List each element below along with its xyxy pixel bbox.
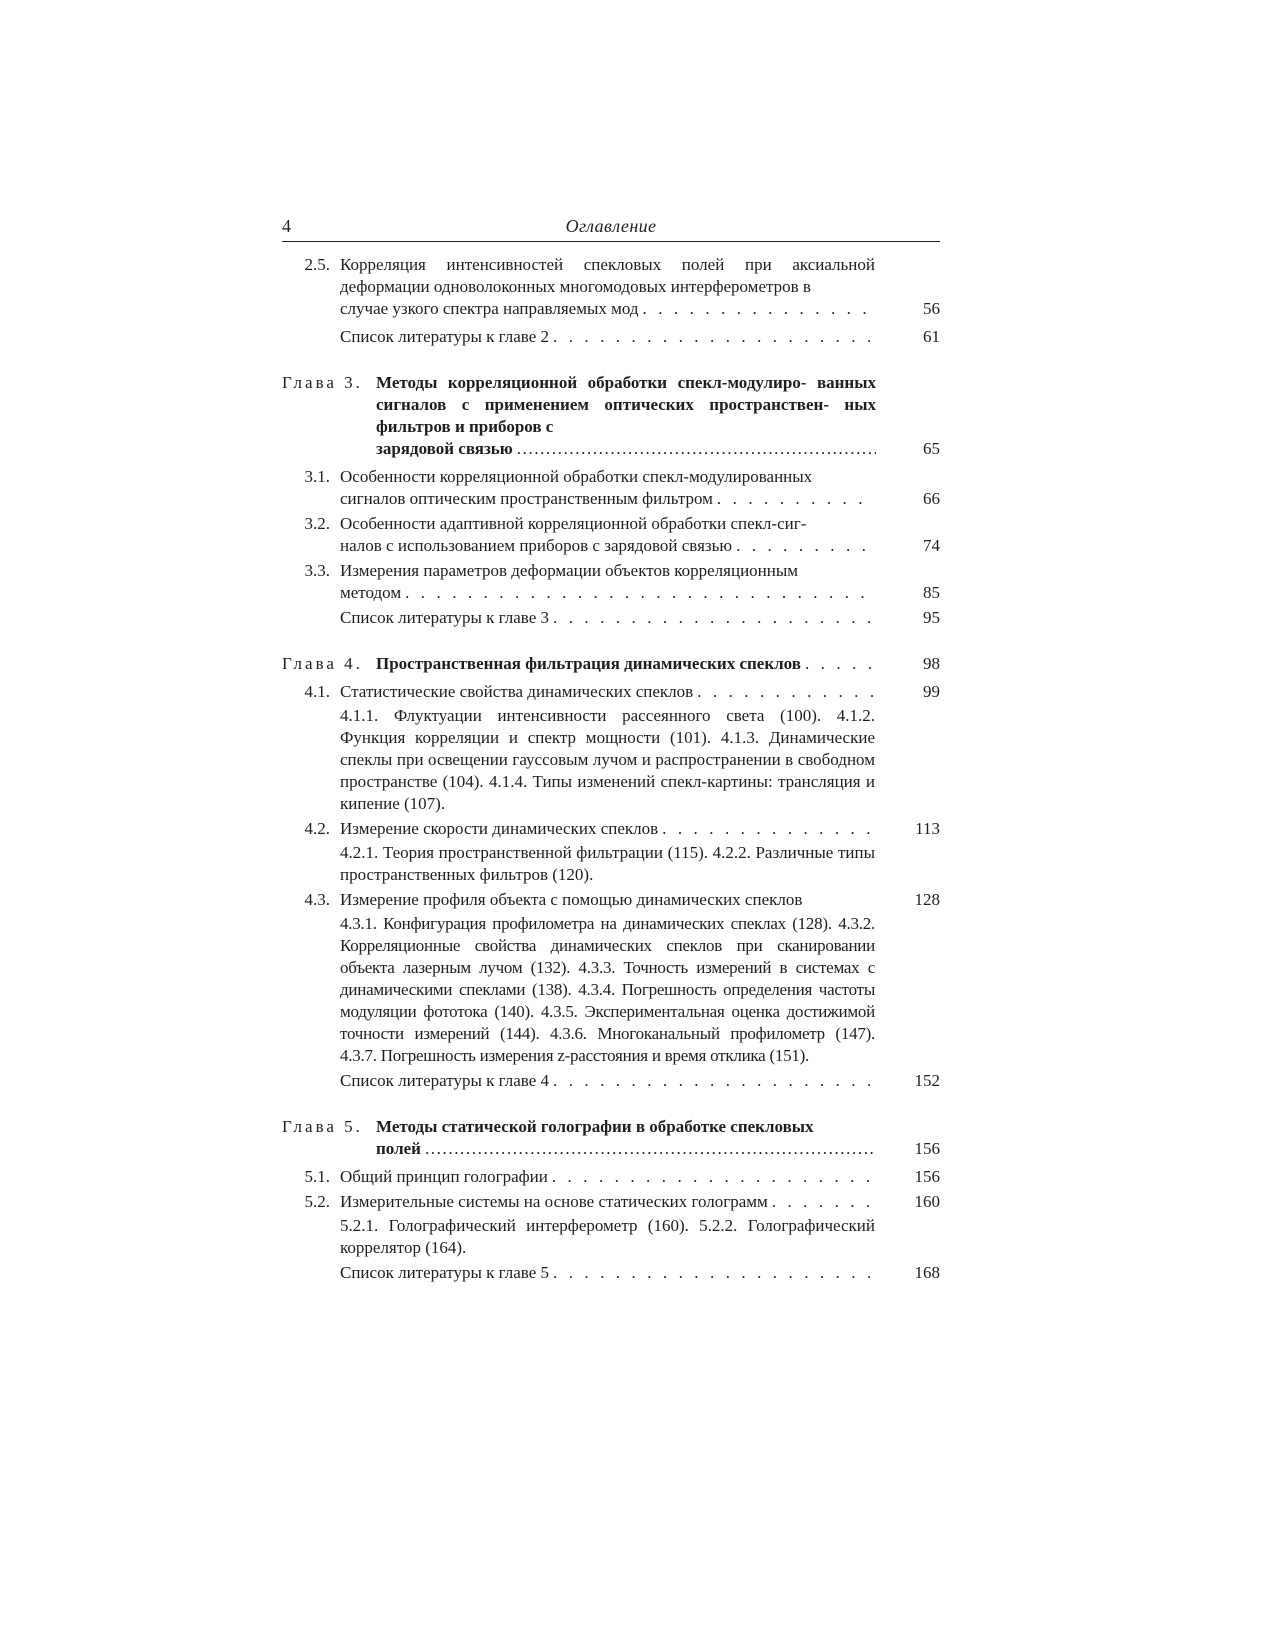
toc-page — [282, 215, 940, 1284]
toc-entry-5-2[interactable] — [282, 1191, 940, 1259]
toc-entry-3-3[interactable] — [282, 560, 940, 604]
section-number: 4.1. — [304, 682, 330, 701]
chapter-title: Методы статической голографии в обработке спекловых — [376, 1117, 814, 1136]
chapter-title-end: зарядовой связью — [376, 439, 513, 458]
chapter-label: Глава 3. — [282, 373, 363, 392]
leader-dots — [805, 653, 876, 675]
page-ref: 156 — [914, 1167, 940, 1186]
toc-entry-lit-2[interactable] — [282, 326, 940, 348]
page-ref: 156 — [914, 1139, 940, 1158]
leader-dots — [643, 298, 875, 320]
section-title-end: налов с использованием приборов с зарядовой связью — [340, 536, 733, 555]
page-ref: 66 — [923, 489, 940, 508]
running-head — [282, 215, 940, 242]
subsection-list: 5.2.1. Голографический интерферометр (160). 5.2.2. Голографический коррелятор (164). — [340, 1216, 875, 1257]
page-ref: 95 — [923, 608, 940, 627]
section-title: Статистические свойства динамических спеклов — [340, 682, 694, 701]
section-title-end: случае узкого спектра направляемых мод — [340, 299, 639, 318]
toc-entry-3-2[interactable] — [282, 513, 940, 557]
section-title: Общий принцип голографии — [340, 1167, 548, 1186]
leader-dots — [772, 1191, 875, 1213]
page-ref: 85 — [923, 583, 940, 602]
toc-entry-4-3[interactable] — [282, 889, 940, 1067]
subsection-list: 4.3.1. Конфигурация профилометра на динамических спеклах (128). 4.3.2. Корреляционные свойства динамических спеклов при сканировании объекта лазерным лучом (132). 4.3.3. Точность измерений в системах с динамическими спеклами (138). 4.3.4. Погрешность определения частоты модуляции фототока (140). 4.3.5. Экспериментальная оценка достижимой точности измерений (144). 4.3.6. Многоканальный профилометр (147). 4.3.7. Погрешность измерения z-расстояния и время отклика (151). — [340, 914, 875, 1065]
leader-dots — [553, 326, 875, 348]
section-title: Список литературы к главе 5 — [340, 1263, 549, 1282]
section-title: Список литературы к главе 3 — [340, 608, 549, 627]
toc-entry-lit-5[interactable] — [282, 1262, 940, 1284]
chapter-title: Пространственная фильтрация динамических спеклов — [376, 654, 801, 673]
section-number: 5.2. — [304, 1192, 330, 1211]
page-ref: 61 — [923, 327, 940, 346]
leader-dots — [553, 1070, 875, 1092]
section-title: Корреляция интенсивностей спекловых полей при аксиальной деформации одноволоконных многомодовых интерферометров в — [340, 255, 875, 296]
section-number: 3.1. — [304, 467, 330, 486]
chapter-label: Глава 5. — [282, 1117, 363, 1136]
section-number: 3.3. — [304, 561, 330, 580]
section-title: Измерительные системы на основе статических голограмм — [340, 1192, 768, 1211]
page-ref: 113 — [915, 819, 940, 838]
leader-dots — [717, 488, 875, 510]
page-title: Оглавление — [565, 216, 657, 236]
page-number: 4 — [282, 216, 291, 236]
subsection-list: 4.1.1. Флуктуации интенсивности рассеянного света (100). 4.1.2. Функция корреляции и спектр мощности (101). 4.1.3. Динамические спеклы при освещении гауссовым лучом и распространении в свободном пространстве (104). 4.1.4. Типы изменений спекл-картины: трансляция и кипение (107). — [340, 706, 875, 813]
leader-dots — [736, 535, 875, 557]
leader-dots — [662, 818, 875, 840]
page-ref: 65 — [923, 439, 940, 458]
leader-dots — [517, 438, 876, 460]
section-title: Измерения параметров деформации объектов корреляционным — [340, 561, 799, 580]
section-title-end: сигналов оптическим пространственным фильтром — [340, 489, 713, 508]
section-number: 5.1. — [304, 1167, 330, 1186]
toc-entry-3-1[interactable] — [282, 466, 940, 510]
page-ref: 160 — [914, 1192, 940, 1211]
page-ref: 128 — [914, 890, 940, 909]
leader-dots — [552, 1166, 875, 1188]
chapter-title: Методы корреляционной обработки спекл-модулиро- ванных сигналов с применением оптических пространствен- ных фильтров и приборов с — [376, 373, 876, 436]
page-ref: 99 — [923, 682, 940, 701]
section-title: Измерение скорости динамических спеклов — [340, 819, 659, 838]
page-ref: 74 — [923, 536, 940, 555]
chapter-title-end: полей — [376, 1139, 421, 1158]
section-title: Особенности адаптивной корреляционной обработки спекл-сиг- — [340, 514, 807, 533]
toc-entry-4-1[interactable] — [282, 681, 940, 815]
leader-dots — [425, 1138, 876, 1160]
page-ref: 56 — [923, 299, 940, 318]
toc-chapter-4[interactable] — [282, 653, 940, 675]
section-title-end: методом — [340, 583, 402, 602]
section-number: 3.2. — [304, 514, 330, 533]
toc-entry-2-5[interactable] — [282, 254, 940, 320]
page-ref: 168 — [914, 1263, 940, 1282]
section-number: 2.5. — [304, 255, 330, 274]
subsection-list: 4.2.1. Теория пространственной фильтрации (115). 4.2.2. Различные типы пространственных фильтров (120). — [340, 843, 875, 884]
leader-dots — [553, 607, 875, 629]
section-title: Список литературы к главе 2 — [340, 327, 549, 346]
leader-dots — [553, 1262, 875, 1284]
toc-chapter-5[interactable] — [282, 1116, 940, 1160]
toc-entry-lit-4[interactable] — [282, 1070, 940, 1092]
toc-entry-4-2[interactable] — [282, 818, 940, 886]
section-title: Особенности корреляционной обработки спекл-модулированных — [340, 467, 813, 486]
page-ref: 152 — [914, 1071, 940, 1090]
section-title: Список литературы к главе 4 — [340, 1071, 549, 1090]
section-number: 4.2. — [304, 819, 330, 838]
toc-entry-lit-3[interactable] — [282, 607, 940, 629]
toc-entry-5-1[interactable] — [282, 1166, 940, 1188]
section-number: 4.3. — [304, 890, 330, 909]
leader-dots — [405, 582, 875, 604]
page-ref: 98 — [923, 654, 940, 673]
leader-dots — [697, 681, 875, 703]
chapter-label: Глава 4. — [282, 654, 363, 673]
section-title: Измерение профиля объекта с помощью динамических спеклов — [340, 890, 803, 909]
toc-chapter-3[interactable] — [282, 372, 940, 460]
